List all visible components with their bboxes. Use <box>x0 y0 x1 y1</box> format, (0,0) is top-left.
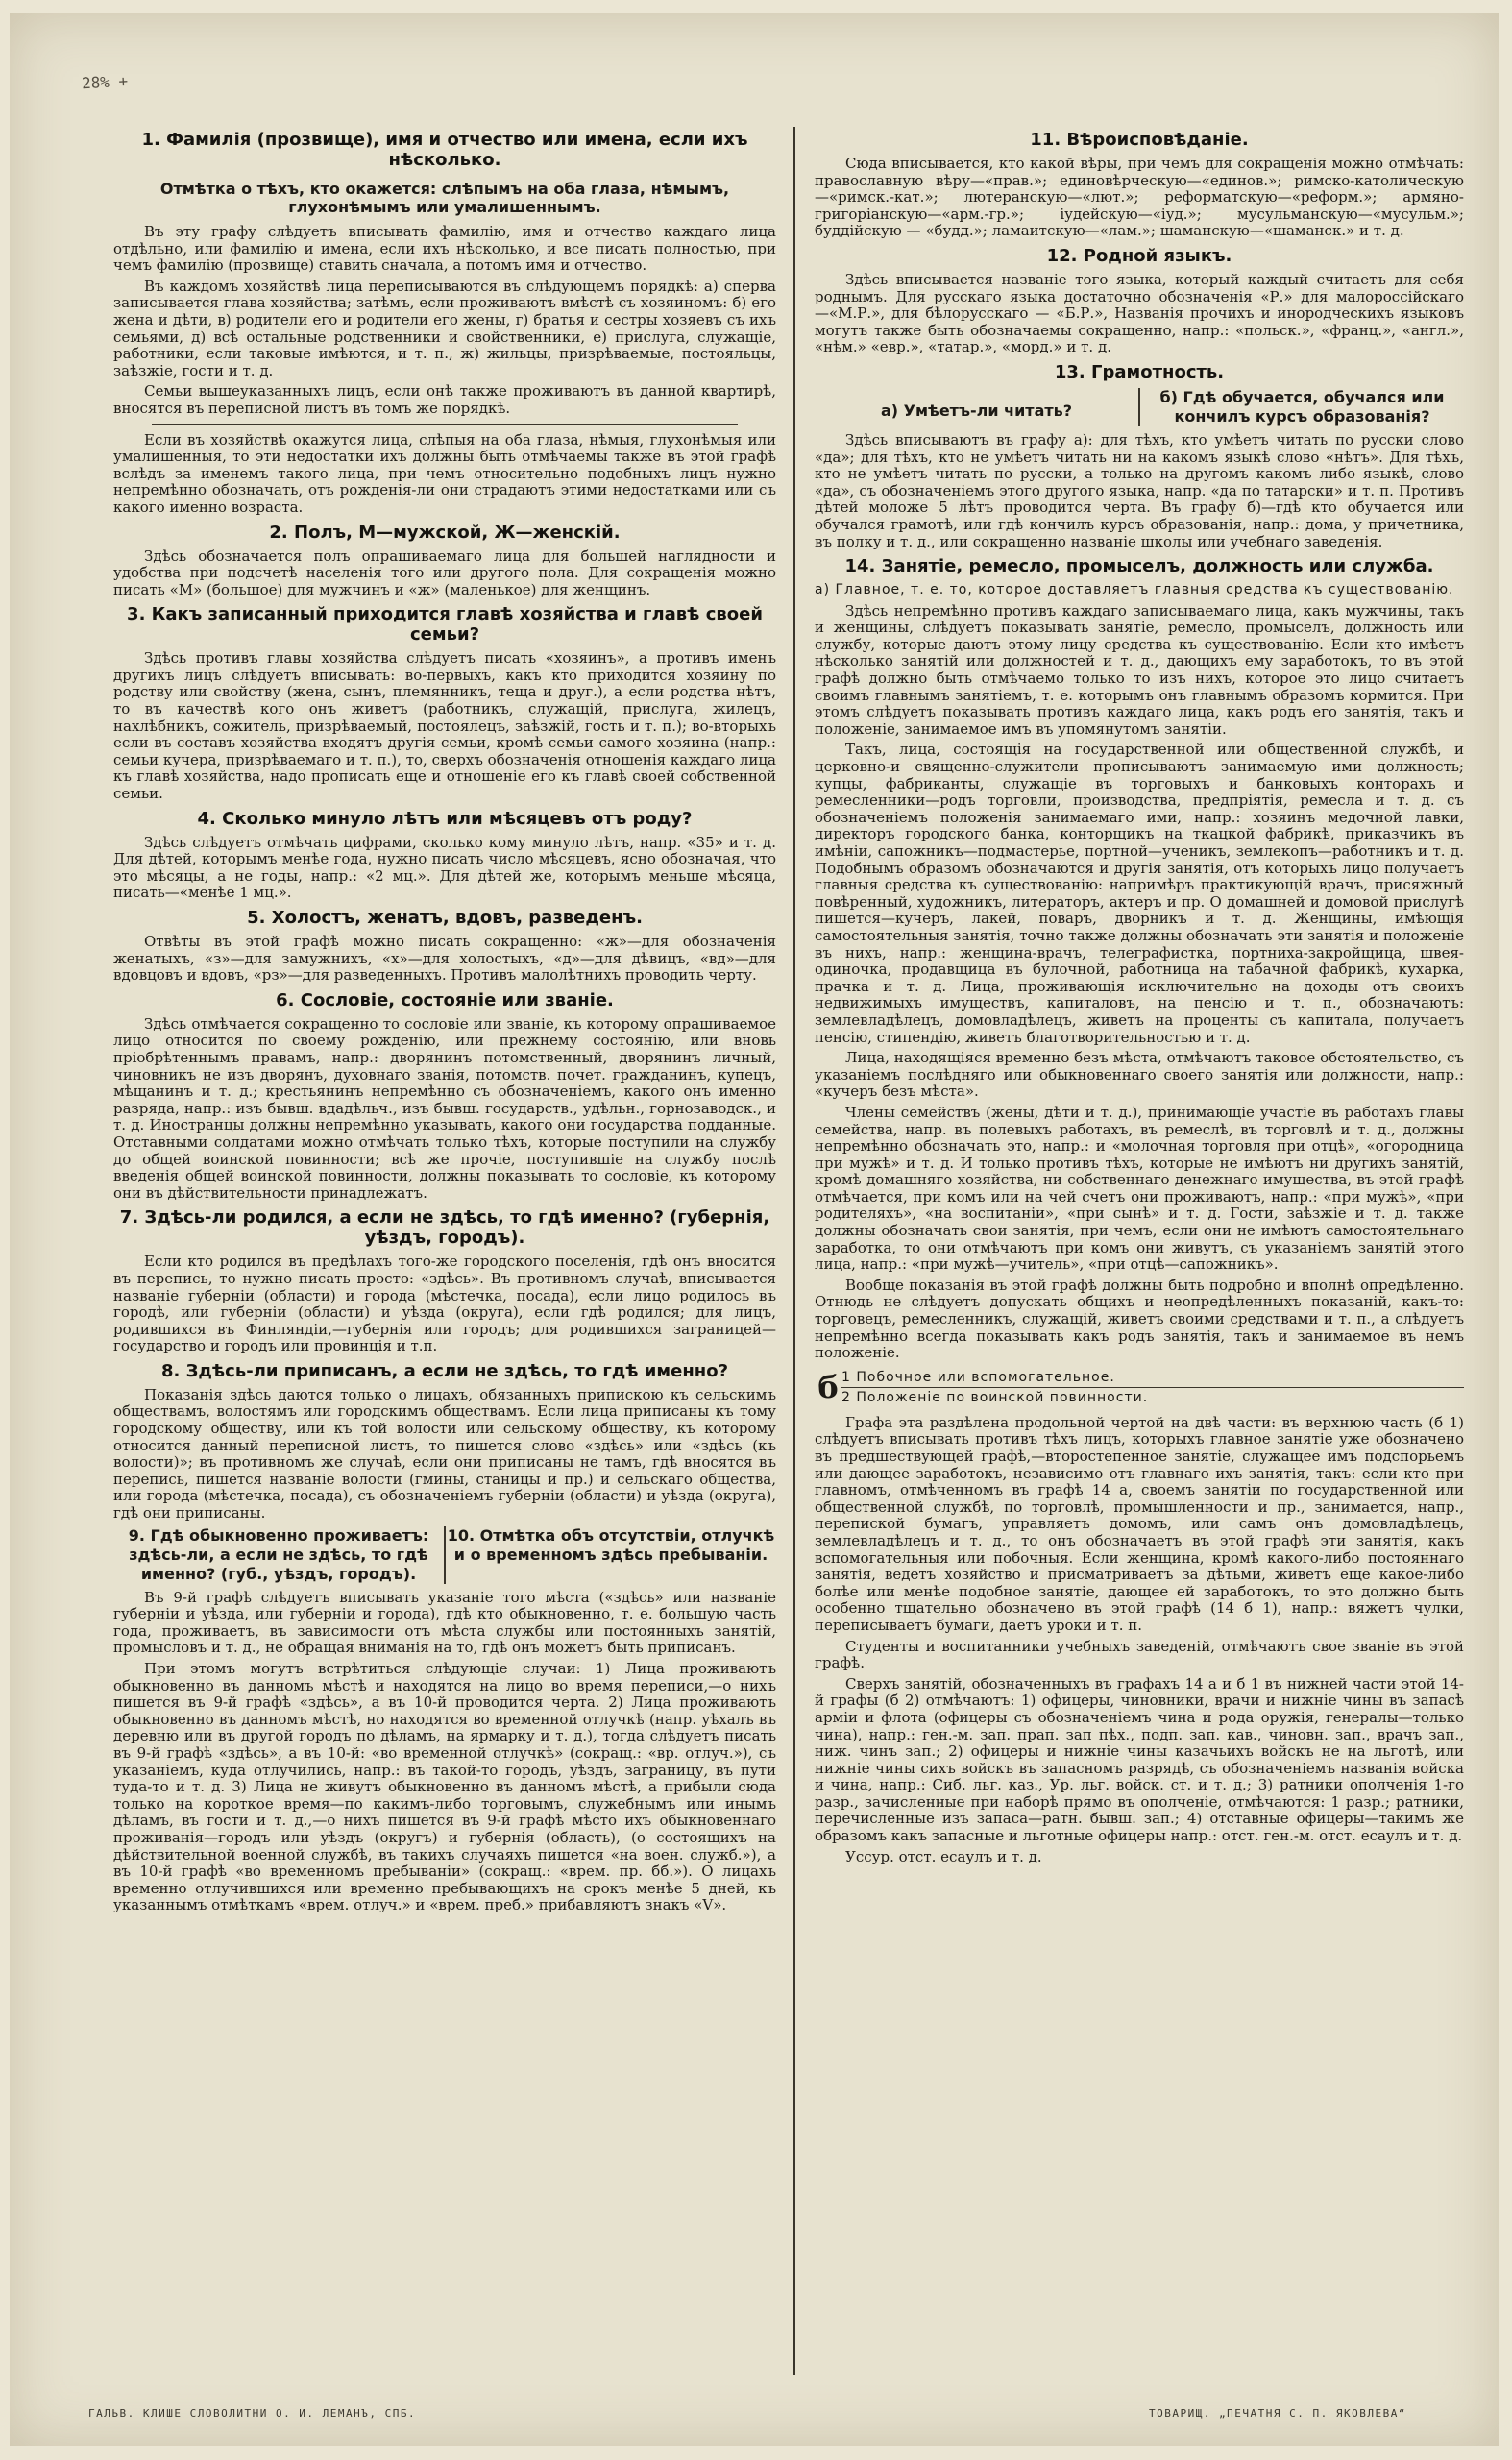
section-13-paragraph: Здѣсь вписываютъ въ графу а): для тѣхъ, кто умѣетъ читать по русски слово «да»; для тѣхъ, кто не умѣетъ читать ни на какомъ языкѣ слово «нѣтъ». Для тѣхъ, кто не умѣетъ читать по русски, а только на другомъ какомъ либо языкѣ, слово «да», съ обозначеніемъ этого другого языка, напр. «да по татарски» и т. п. Противъ дѣтей моложе 5 лѣтъ проводится черта. Въ графу б)—гдѣ кто обучается или обучался грамотѣ, или гдѣ кончилъ курсъ образованія, напр.: дома, у причетника, въ полку и т. д., или сокращенно названіе школы или учебнаго заведенія. <box>815 430 1464 550</box>
section-9-10-paragraph: Въ 9-й графѣ слѣдуетъ вписывать указаніе того мѣста («здѣсь» или названіе губерніи и уѣзда, или губерніи и города), гдѣ кто обыкновенно, т. е. большую часть года, проживаетъ, въ зависимости отъ мѣста службы или постоянныхъ занятій, промысловъ и т. д., не обращая вниманія на то, гдѣ онъ можетъ быть приписанъ. <box>113 1588 776 1657</box>
section-14b2-label: 2 Положеніе по воинской повинности. <box>841 1387 1464 1407</box>
section-14b-paragraph: Студенты и воспитанники учебныхъ заведеній, отмѣчаютъ свое званіе въ этой графѣ. <box>815 1637 1464 1672</box>
section-14b-letter: б <box>817 1368 839 1405</box>
section-14b-paragraph: Уссур. отст. есаулъ и т. д. <box>845 1847 1042 1865</box>
left-column <box>113 124 776 2376</box>
section-14b-paragraph: Графа эта раздѣлена продольной чертой на двѣ части: въ верхнюю часть (б 1) слѣдуетъ вписывать противъ тѣхъ лицъ, которыхъ главное занятіе уже обозначено въ предшествующей графѣ,—второстепенное занятіе, служащее имъ подспорьемъ или дающее заработокъ, независимо отъ главнаго ихъ занятія, такъ: если кто при главномъ, отмѣченномъ въ графѣ 14 а, своемъ занятіи по государственной или общественной службѣ, по торговлѣ, промышленности и пр., занимается, напр., перепиской бумагъ, управляетъ домомъ, или самъ онъ домовладѣлецъ, землевладѣлецъ и т. д., то онъ обозначаетъ въ этой графѣ эти занятія, какъ вспомогательныя или побочныя. Если женщина, кромѣ какого-либо постояннаго занятія, ведетъ хозяйство и присматриваетъ за дѣтьми, живетъ еще какое-либо болѣе или менѣе подобное занятіе, дающее ей заработокъ, то это должно быть особенно тщательно обозначено въ этой графѣ (14 б 1), напр.: вяжетъ чулки, переписываетъ бумаги, даетъ уроки и т. п. <box>815 1413 1464 1634</box>
section-7-heading: 7. Здѣсь-ли родился, а если не здѣсь, то гдѣ именно? (губернія, уѣздъ, городъ). <box>119 1207 770 1249</box>
section-14-paragraph: Члены семействъ (жены, дѣти и т. д.), принимающіе участіе въ работахъ главы семейства, напр. въ полевыхъ работахъ, въ ремеслѣ, въ торговлѣ и т. д., должны непремѣнно обозначать это, напр.: и «молочная торговля при отцѣ», «огородница при мужѣ» и т. д. И только противъ тѣхъ, которые не имѣютъ ни другихъ занятій, кромѣ домашняго хозяйства, ни собственнаго денежнаго имущества, въ этой графѣ отмѣчается, при комъ или на чей счетъ они проживаютъ, напр.: «при мужѣ», «при родителяхъ», «на воспитаніи», «при сынѣ» и т. д. Гости, заѣзжіе и т. д. также должны обозначать свои занятія, при чемъ, если они не имѣютъ самостоятельнаго заработка, то они отмѣчаютъ при комъ они живутъ, съ указаніемъ занятій этого лица, напр.: «при мужѣ—учитель», «при отцѣ—сапожникъ». <box>815 1103 1464 1274</box>
section-12-paragraph: Здѣсь вписывается названіе того языка, который каждый считаетъ для себя роднымъ. Для русскаго языка достаточно обозначенія «Р.» для малороссійскаго—«М.Р.», для бѣлорусскаго — «Б.Р.», Названія прочихъ и инородческихъ языковъ могутъ также быть обозначаемы сокращенно, напр.: «польск.», «франц.», «англ.», «нѣм.» «евр.», «татар.», «морд.» и т. д. <box>815 270 1464 356</box>
section-14-paragraph: Такъ, лица, состоящія на государственной или общественной службѣ, и церковно-и священно-служители прописываютъ занимаемую ими должность; купцы, фабриканты, служащіе въ торговыхъ и банковыхъ конторахъ и ремесленники—родъ торговли, производства, предпріятія, ремесла и т. д. съ обозначеніемъ положенія занимаемаго ими, напр.: хозяинъ медочной лавки, директоръ городского банка, конторщикъ на ткацкой фабрикѣ, приказчикъ въ имѣніи, сапожникъ—подмастерье, портной—ученикъ, землекопъ—работникъ и т. д. Подобнымъ образомъ обозначаются и другія занятія, отъ которыхъ лицо получаетъ главныя средства къ существованію: напримѣръ практикующій врачъ, присяжный повѣренный, художникъ, литераторъ, актеръ и пр. О домашней и домовой прислугѣ пишется—кучеръ, лакей, поваръ, дворникъ и т. д. Женщины, имѣющія самостоятельныя занятія, точно также должны обозначать эти занятія и положеніе въ нихъ, напр.: женщина-врачъ, телеграфистка, портниха-закройщица, швея-одиночка, продавщица въ булочной, работница на табачной фабрикѣ, кухарка, прачка и т. д. Лица, проживающія исключительно на доходы отъ своихъ недвижимыхъ имуществъ, капиталовъ, на пенсію и т. п., обозначаютъ: землевладѣлецъ, домовладѣлецъ, живетъ на проценты съ капитала, получаетъ пенсію, стипендію, живетъ благотворительностью и т. д. <box>815 741 1464 1046</box>
printer-credit-left: ГАЛЬВ. КЛИШЕ СЛОВОЛИТНИ О. И. ЛЕМАНЪ, СПБ. <box>88 2407 417 2420</box>
printer-credit-right: ТОВАРИЩ. „ПЕЧАТНЯ С. П. ЯКОВЛЕВА“ <box>1148 2407 1406 2420</box>
section-13-subheadings <box>815 388 1464 426</box>
census-instruction-sheet <box>10 13 1499 2446</box>
section-9-heading: 9. Гдѣ обыкновенно проживаетъ: здѣсь-ли, а если не здѣсь, то гдѣ именно? (губ., уѣздъ, городъ). <box>128 1525 429 1583</box>
section-14b1-label: 1 Побочное или вспомогательное. <box>841 1369 1115 1385</box>
section-1-paragraph: Семьи вышеуказанныхъ лицъ, если онѣ также проживаютъ въ данной квартирѣ, вносятся въ переписной листъ въ томъ же порядкѣ. <box>113 382 776 417</box>
section-13-heading: 13. Грамотность. <box>1054 361 1225 382</box>
section-13a-heading: а) Умѣетъ-ли читать? <box>880 401 1073 420</box>
section-11-heading: 11. Вѣроисповѣданіе. <box>1030 130 1249 150</box>
sections-9-10-header <box>113 1526 776 1584</box>
section-2-paragraph: Здѣсь обозначается полъ опрашиваемаго лица для большей наглядности и удобства при подсчетѣ населенія того или другого пола. Для сокращенія можно писать «М» (большое) для мужчинъ и «ж» (маленькое) для женщинъ. <box>113 547 776 598</box>
section-1-paragraph: Въ эту графу слѣдуетъ вписывать фамилію, имя и отчество каждаго лица отдѣльно, или фамилію и имена, если ихъ нѣсколько, и все писать полностью, при чемъ фамилію (прозвище) ставить сначала, а потомъ имя и отчество. <box>113 223 776 275</box>
section-3-heading: 3. Какъ записанный приходится главѣ хозяйства и главѣ своей семьи? <box>127 604 763 645</box>
column-divider <box>793 127 795 2375</box>
section-14a-heading: а) Главное, т. е. то, которое доставляетъ главныя средства къ существованію. <box>815 582 1454 598</box>
section-3-paragraph: Здѣсь противъ главы хозяйства слѣдуетъ писать «хозяинъ», а противъ именъ другихъ лицъ слѣдуетъ вписывать: во-первыхъ, какъ кто приходится хозяину по родству или свойству (жена, сынъ, племянникъ, теща и друг.), а если родства нѣтъ, то въ качествѣ кого онъ живетъ (работникъ, служащій, прислуга, жилецъ, нахлѣбникъ, сожитель, призрѣваемый, постоялецъ, заѣзжій, гость и т. п.); во-вторыхъ если въ составъ хозяйства входятъ другія семьи, кромѣ семьи самого хозяина (напр.: семьи кучера, призрѣваемаго и т. п.), то, сверхъ обозначенія отношенія каждаго лица къ главѣ хозяйства, надо прописать еще и отношеніе его къ главѣ своей собственной семьи. <box>113 649 776 803</box>
section-9-10-paragraph: При этомъ могутъ встрѣтиться слѣдующіе случаи: 1) Лица проживаютъ обыкновенно въ данномъ мѣстѣ и находятся на лицо во время переписи,—о нихъ пишется въ 9-й графѣ «здѣсь», а въ 10-й проводится черта. 2) Лица проживаютъ обыкновенно въ данномъ мѣстѣ, но находятся во временной отлучкѣ (напр. уѣхалъ въ деревню или въ другой городъ по дѣламъ, на ярмарку и т. д.), тогда слѣдуетъ писать въ 9-й графѣ «здѣсь», а въ 10-й: «во временной отлучкѣ» (сокращ.: «вр. отлуч.»), съ указаніемъ, куда отлучились, напр.: въ такой-то городъ, уѣздъ, заграницу, въ пути туда-то и т. д. 3) Лица не живутъ обыкновенно въ данномъ мѣстѣ, а прибыли сюда только на короткое время—по какимъ-либо торговымъ, служебнымъ или инымъ дѣламъ, въ гости и т. д.,—о нихъ пишется въ 9-й графѣ мѣсто ихъ обыкновеннаго проживанія—городъ или уѣздъ (округъ) и губернія (область), (о состоящихъ на дѣйствительной военной службѣ, въ такихъ случаяхъ пишется «на воен. служб.»), а въ 10-й графѣ «во временномъ пребываніи» (сокращ.: «врем. пр. бб.»). О лицахъ временно отлучившихся или временно пребывающихъ на срокъ менѣе 5 дней, къ указаннымъ отмѣткамъ «врем. отлуч.» и «врем. преб.» прибавляютъ знакъ «V». <box>113 1660 776 1914</box>
divider <box>152 424 738 425</box>
section-1-heading: 1. Фамилія (прозвище), имя и отчество или имена, если ихъ нѣсколько. <box>141 130 748 170</box>
section-7-paragraph: Если кто родился въ предѣлахъ того-же городского поселенія, гдѣ онъ вносится въ перепись, то нужно писать просто: «здѣсь». Въ противномъ случаѣ, вписывается названіе губерніи (области) и города (мѣстечка, посада), если лицо родилось въ городѣ, или губерніи (области) и уѣзда (округа), если гдѣ родился; для лицъ, родившихся въ Финляндіи,—губернія или городъ; для родившихся заграницей—государство и городъ или провинція и т.п. <box>113 1253 776 1355</box>
section-14-paragraph: Лица, находящіяся временно безъ мѣста, отмѣчаютъ таковое обстоятельство, съ указаніемъ послѣдняго или обыкновеннаго своего занятія или должности, напр.: «кучеръ безъ мѣста». <box>815 1049 1464 1101</box>
section-4-heading: 4. Сколько минуло лѣтъ или мѣсяцевъ отъ роду? <box>197 808 693 829</box>
section-8-heading: 8. Здѣсь-ли приписанъ, а если не здѣсь, то гдѣ именно? <box>160 1360 729 1381</box>
section-4-paragraph: Здѣсь слѣдуетъ отмѣчать цифрами, сколько кому минуло лѣтъ, напр. «35» и т. д. Для дѣтей, которымъ менѣе года, нужно писать число мѣсяцевъ, ясно обозначая, что это мѣсяцы, а не годы, напр.: «2 мц.». Для дѣтей же, которымъ меньше мѣсяца, писать—«менѣе 1 мц.». <box>113 833 776 902</box>
section-10-heading: 10. Отмѣтка объ отсутствіи, отлучкѣ и о временномъ здѣсь пребываніи. <box>447 1525 775 1564</box>
section-1-paragraph: Въ каждомъ хозяйствѣ лица переписываются въ слѣдующемъ порядкѣ: а) сперва записывается глава хозяйства; затѣмъ, если проживаютъ вмѣстѣ съ хозяиномъ: б) его жена и дѣти, в) родители его и родители его жены, г) братья и сестры хозяевъ съ ихъ семьями, д) всѣ остальные родственники и свойственники, е) прислуга, служащіе, работники, если таковые имѣются, и т. п., ж) жильцы, призрѣваемые, постояльцы, заѣзжіе, гости и т. д. <box>113 277 776 379</box>
section-14-heading: 14. Занятіе, ремесло, промыселъ, должность или служба. <box>844 556 1434 577</box>
section-14-paragraph: Вообще показанія въ этой графѣ должны быть подробно и вполнѣ опредѣленно. Отнюдь не слѣдуетъ допускать общихъ и неопредѣленныхъ показаній, какъ-то: торговецъ, ремесленникъ, служащій, живетъ своими средствами и т. п., а слѣдуетъ непремѣнно всегда показывать какъ родъ занятія, такъ и занимаемое въ немъ положеніе. <box>815 1276 1464 1362</box>
section-5-paragraph: Отвѣты въ этой графѣ можно писать сокращенно: «ж»—для обозначенія женатыхъ, «з»—для замужнихъ, «х»—для холостыхъ, «д»—для дѣвицъ, «вд»—для вдовцовъ и вдовъ, «рз»—для разведенныхъ. Противъ малолѣтнихъ проводить черту. <box>113 933 776 985</box>
section-13b-heading: б) Гдѣ обучается, обучался или кончилъ курсъ образованія? <box>1159 387 1445 426</box>
section-14-paragraph: Здѣсь непремѣнно противъ каждаго записываемаго лица, какъ мужчины, такъ и женщины, слѣдуетъ показывать занятіе, ремесло, промыселъ, должность или службу, которые даютъ этому лицу средства къ существованію. Если кто имѣетъ нѣсколько занятій или должностей и т. д., дающихъ ему заработокъ, то въ этой графѣ должно быть отмѣчаемо только то изъ нихъ, которое это лицо считаетъ своимъ главнымъ занятіемъ, т. е. которымъ онъ главнымъ образомъ кормится. При этомъ слѣдуетъ показывать противъ каждаго лица, какъ родъ его занятія, такъ и положеніе, занимаемое имъ въ упомянутомъ занятіи. <box>815 601 1464 738</box>
section-1-note-heading: Отмѣтка о тѣхъ, кто окажется: слѣпымъ на оба глаза, нѣмымъ, глухонѣмымъ или умалишеннымъ. <box>159 180 730 216</box>
section-5-heading: 5. Холостъ, женатъ, вдовъ, разведенъ. <box>247 908 643 928</box>
section-12-heading: 12. Родной языкъ. <box>1046 245 1232 266</box>
section-1-note-paragraph: Если въ хозяйствѣ окажутся лица, слѣпыя на оба глаза, нѣмыя, глухонѣмыя или умалишенныя, то эти недостатки ихъ должны быть отмѣчаемы также въ этой графѣ вслѣдъ за именемъ такого лица, при чемъ относительно подобныхъ лицъ нужно непремѣнно обозначать, отъ рожденія-ли они страдаютъ этими недостатками или съ какого именно возраста. <box>113 430 776 516</box>
section-14b-paragraph: Сверхъ занятій, обозначенныхъ въ графахъ 14 а и б 1 въ нижней части этой 14-й графы (б 2) отмѣчаютъ: 1) офицеры, чиновники, врачи и нижніе чины въ запасѣ арміи и флота (офицеры съ обозначеніемъ чина и рода оружія, генералы—только чина), напр.: ген.-м. зап. прап. зап пѣх., подп. зап. кав., чиновн. зап., врачъ зап., ниж. чинъ зап.; 2) офицеры и нижніе чины казачьихъ войскъ не на льготѣ, или нижніе чины сихъ войскъ въ запасномъ разрядѣ, съ обозначеніемъ названія войска и чина, напр.: Сиб. льг. каз., Ур. льг. войск. ст. и т. д.; 3) ратники ополченія 1-го разр., зачисленные при наборѣ прямо въ ополченіе, отмѣчаются: 1 разр.; ратники, перечисленные изъ запаса—ратн. бывш. зап.; 4) отставные офицеры—такимъ же образомъ какъ запасные и льготные офицеры напр.: отст. ген.-м. отст. есаулъ и т. д. <box>815 1674 1464 1845</box>
section-6-heading: 6. Сословіе, состояніе или званіе. <box>276 989 614 1011</box>
section-14b-lines <box>841 1368 1464 1407</box>
handwritten-mark: 28% + <box>81 71 129 93</box>
section-6-paragraph: Здѣсь отмѣчается сокращенно то сословіе или званіе, къ которому опрашиваемое лицо относится по своему рожденію, или прежнему состоянію, или вновь пріобрѣтеннымъ правамъ, напр.: дворянинъ потомственный, дворянинъ личный, чиновникъ не изъ дворянъ, духовнаго званія, потомств. почет. гражданинъ, купецъ, мѣщанинъ и т. д.; крестьянинъ непремѣнно съ обозначеніемъ, какого онъ именно разряда, напр.: изъ бывш. вдадѣльч., изъ бывш. государств., удѣльн., горнозаводск., и т. д. Иностранцы должны непремѣнно указывать, какого они государства подданные. Отставными солдатами можно отмѣчать только тѣхъ, которые поступили на службу до общей воинской повинности; всѣ же прочіе, поступившіе на службу послѣ введенія общей воинской повинности, должны показывать то сословіе, къ которому они въ дѣйствительности принадлежатъ. <box>113 1014 776 1202</box>
right-column <box>815 124 1464 2376</box>
section-8-paragraph: Показанія здѣсь даются только о лицахъ, обязанныхъ припискою къ сельскимъ обществамъ, волостямъ или городскимъ обществамъ. Если лица приписаны къ тому городскому обществу, или къ той волости или сельскому обществу, къ которому относится данный переписной листъ, то пишется слово «здѣсь» или «здѣсь (къ волости)»; въ противномъ же случаѣ, если они приписаны не тамъ, гдѣ вносятся въ перепись, пишется названіе волости (гмины, станицы и пр.) и сельскаго общества, или города (мѣстечка, посада), съ обозначеніемъ губерніи (области) и уѣзда (округа), гдѣ они приписаны. <box>113 1385 776 1522</box>
section-14b-heading <box>815 1368 1464 1407</box>
section-2-heading: 2. Полъ, М—мужской, Ж—женскій. <box>269 522 621 543</box>
section-11-paragraph: Сюда вписывается, кто какой вѣры, при чемъ для сокращенія можно отмѣчать: православную вѣру—«прав.»; единовѣрческую—«единов.»; римско-католическую—«римск.-кат.»; лютеранскую—«лют.»; реформатскую—«реформ.»; армяно-григоріанскую—«арм.-гр.»; іудейскую—«іуд.»; мусульманскую—«мусульм.»; буддійскую — «будд.»; ламаитскую—«лам.»; шаманскую—«шаманск.» и т. д. <box>815 155 1464 240</box>
